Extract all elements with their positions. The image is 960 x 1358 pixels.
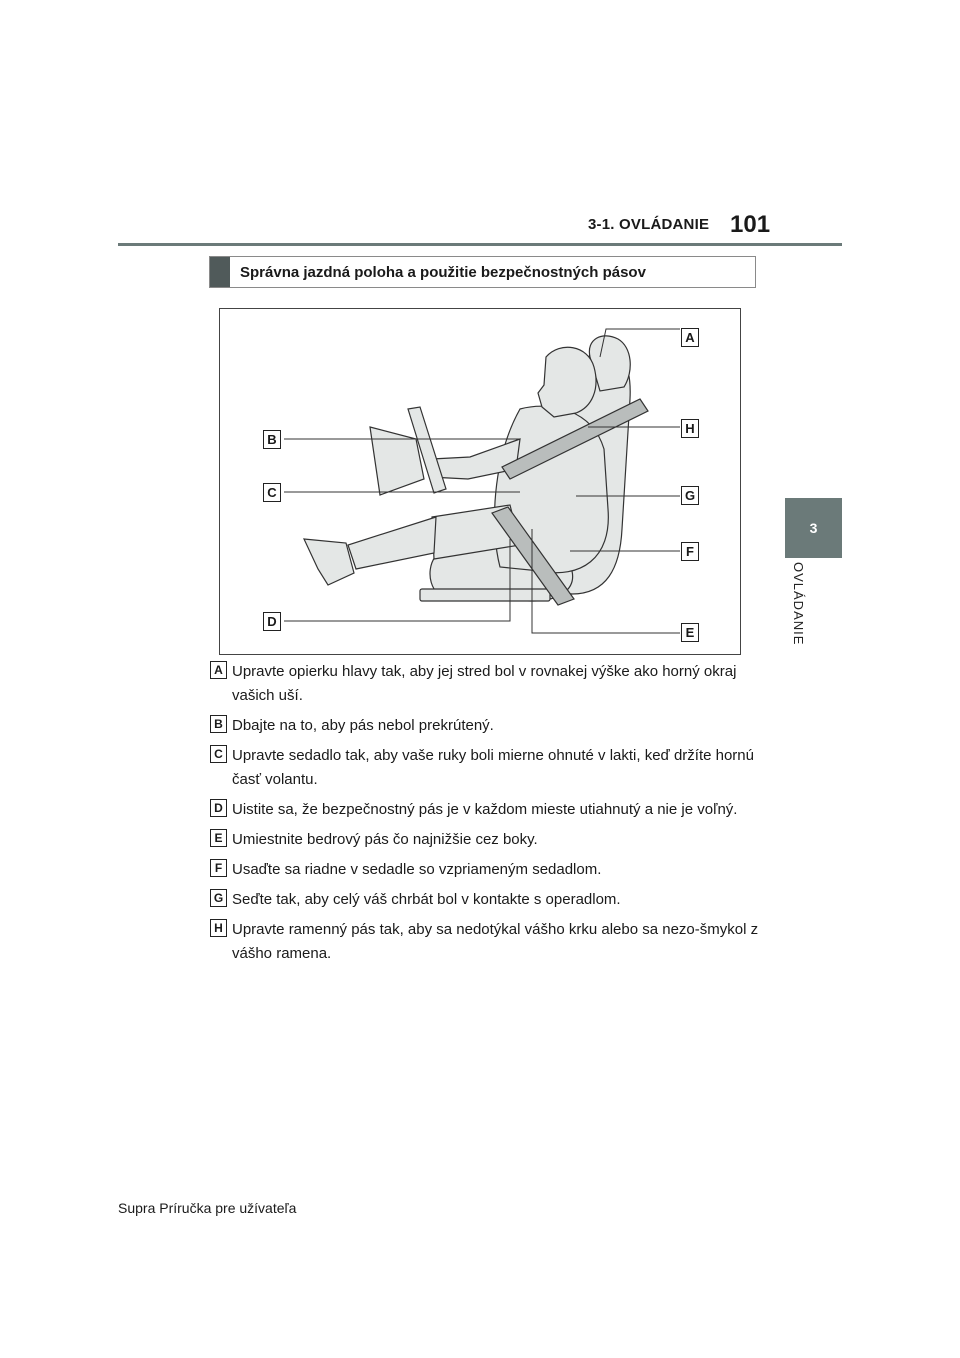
item-text: Upravte opierku hlavy tak, aby jej stred bol v rovnakej výške ako horný okraj vašich uší.	[232, 663, 737, 704]
section-title-marker	[210, 257, 230, 287]
driver-foot	[304, 539, 354, 585]
instruction-item	[210, 714, 770, 738]
instruction-item	[210, 828, 770, 852]
driver-shin	[348, 517, 436, 569]
item-key: B	[210, 715, 227, 733]
footer-manual-title: Supra Príručka pre užívateľa	[118, 1200, 297, 1216]
callout-h: H	[681, 419, 699, 438]
header-divider	[118, 243, 842, 246]
instruction-item	[210, 660, 770, 708]
item-text: Seďte tak, aby celý váš chrbát bol v kontakte s operadlom.	[232, 891, 621, 908]
item-key: E	[210, 829, 227, 847]
callout-d: D	[263, 612, 281, 631]
callout-g: G	[681, 486, 699, 505]
driving-position-figure	[219, 308, 741, 655]
callout-f: F	[681, 542, 699, 561]
callout-b: B	[263, 430, 281, 449]
steering-column	[370, 427, 424, 495]
callout-a: A	[681, 328, 699, 347]
item-text: Dbajte na to, aby pás nebol prekrútený.	[232, 717, 494, 734]
section-title-box	[209, 256, 756, 288]
seat-rail	[420, 589, 550, 601]
callout-e: E	[681, 623, 699, 642]
driver-illustration	[220, 309, 740, 654]
item-key: H	[210, 919, 227, 937]
chapter-tab[interactable]: 3	[785, 498, 842, 558]
instruction-item	[210, 888, 770, 912]
chapter-label: OVLÁDANIE	[791, 562, 806, 646]
page-number: 101	[730, 211, 771, 238]
item-key: G	[210, 889, 227, 907]
instruction-item	[210, 918, 770, 966]
item-key: D	[210, 799, 227, 817]
instruction-item	[210, 858, 770, 882]
item-text: Upravte sedadlo tak, aby vaše ruky boli mierne ohnuté v lakti, keď držíte hornú časť volantu.	[232, 747, 754, 788]
instruction-item	[210, 798, 770, 822]
item-text: Uistite sa, že bezpečnostný pás je v každom mieste utiahnutý a nie je voľný.	[232, 801, 738, 818]
item-text: Umiestnite bedrový pás čo najnižšie cez boky.	[232, 831, 538, 848]
instruction-list	[210, 660, 770, 972]
item-key: A	[210, 661, 227, 679]
item-key: F	[210, 859, 227, 877]
item-key: C	[210, 745, 227, 763]
item-text: Upravte ramenný pás tak, aby sa nedotýkal vášho krku alebo sa nezo-šmykol z vášho ramena.	[232, 921, 759, 962]
section-title: Správna jazdná poloha a použitie bezpečnostných pásov	[240, 263, 646, 281]
item-text: Usaďte sa riadne v sedadle so vzpriameným sedadlom.	[232, 861, 602, 878]
instruction-item	[210, 744, 770, 792]
callout-c: C	[263, 483, 281, 502]
section-heading: 3-1. OVLÁDANIE	[588, 216, 710, 233]
